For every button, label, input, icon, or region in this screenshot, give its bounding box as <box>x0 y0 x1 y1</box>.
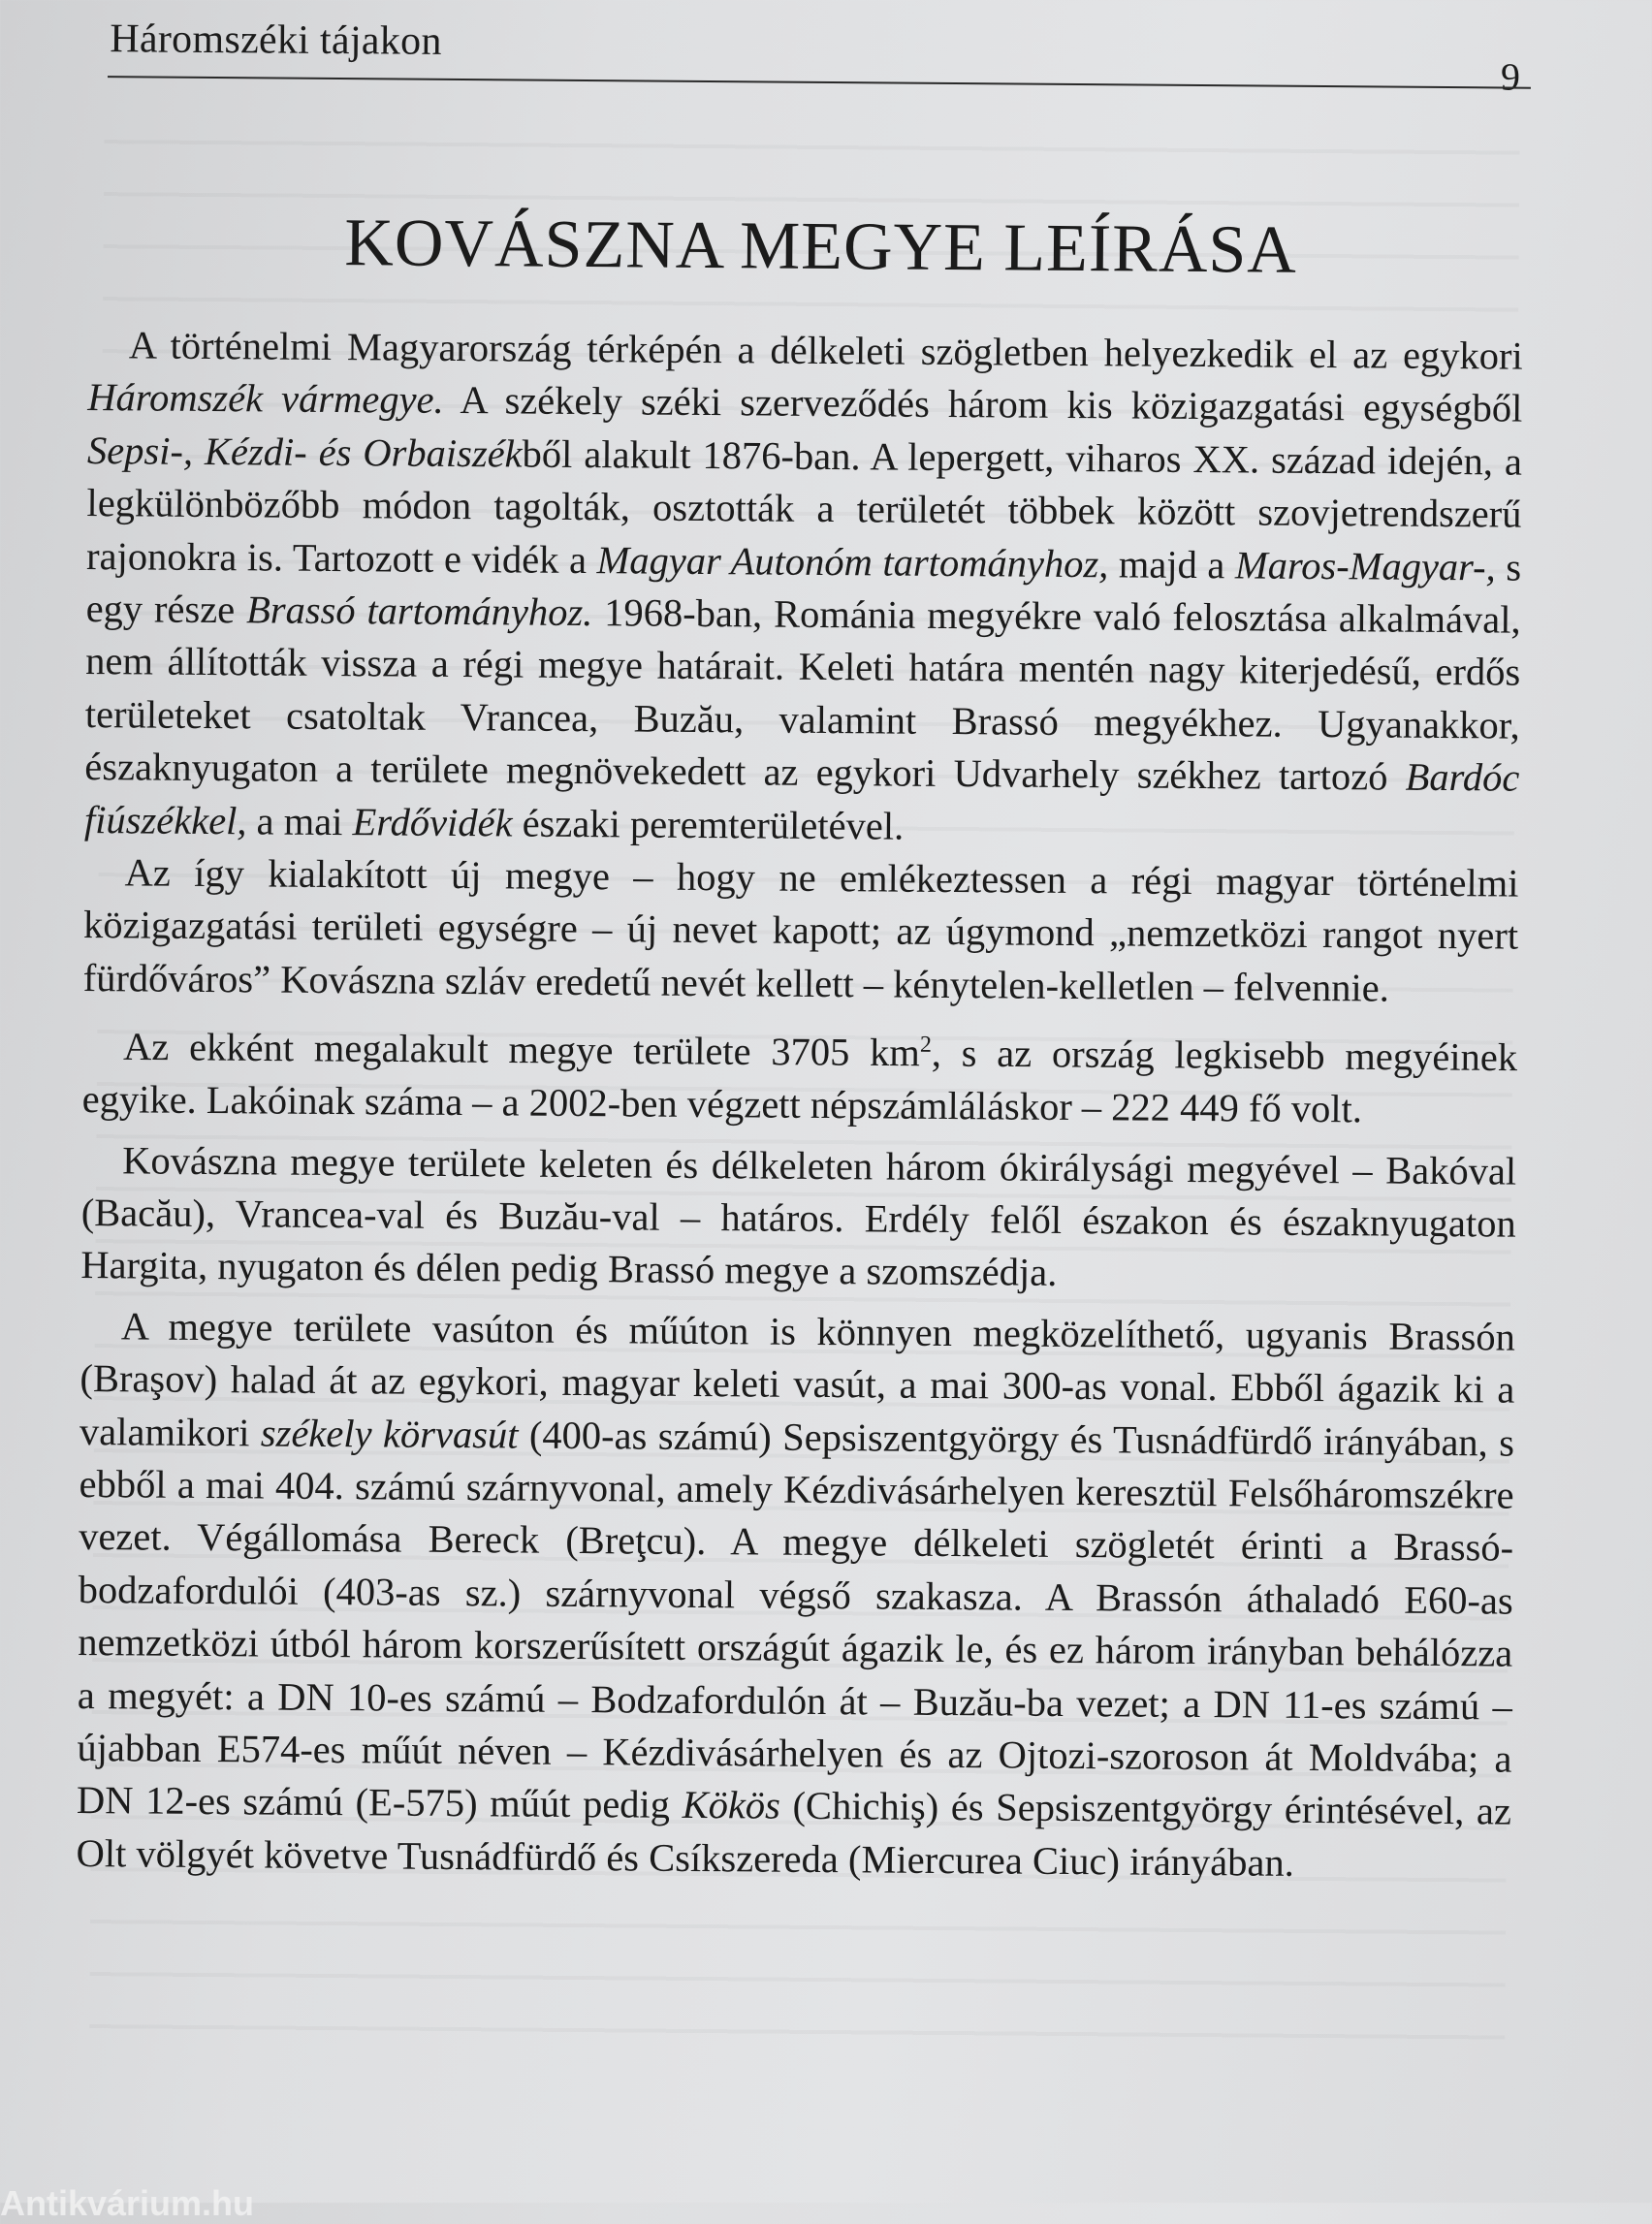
italic-run: Erdővidék <box>352 799 513 845</box>
paragraph-1 <box>84 319 1523 858</box>
text-run: északi peremterületével. <box>512 801 905 848</box>
text-run: s egy része <box>85 545 1522 632</box>
italic-run: Brassó tartományhoz. <box>245 588 593 635</box>
italic-run: Magyar Autonóm tartományhoz, <box>596 537 1109 586</box>
text-run: (Chichiş) és Sepsiszentgyörgy érintésével, az Olt völgyét követve Tusnádfürdő és Csíkszereda (Miercurea Ciuc) irányában. <box>76 1784 1512 1885</box>
text-run: A székely széki szerveződés három kis közigazgatási egységből <box>443 378 1523 431</box>
text-run: a mai <box>246 798 353 843</box>
text-run: majd a <box>1108 541 1236 587</box>
paragraph-2: Az így kialakított új megye – hogy ne emlékeztessen a régi magyar történelmi közigazgatási területi egységre – új nevet kapott; az úgymond „nemzetközi rangot nyert fürdőváros” Kovászna szláv eredetű nevét kellett – kénytelen-kelletlen – felvennie. <box>82 850 1519 1010</box>
header-rule <box>108 76 1531 89</box>
italic-run: Háromszék vármegye. <box>87 375 444 423</box>
text-run: ből alakult 1876-ban. A lepergett, viharos XX. század idején, a legkülönbözőbb módon tagolták, osztották a területét többek között szovjetrendszerű rajonokra is. Tartozott e vidék a <box>85 431 1523 582</box>
page-number: 9 <box>1500 54 1521 99</box>
running-header-title: Háromszéki tájakon <box>110 16 442 64</box>
italic-run: Maros-Magyar-, <box>1234 542 1496 589</box>
superscript: 2 <box>919 1033 933 1059</box>
text-run: (400-as számú) Sepsiszentgyörgy és Tusnádfürdő irányában, s ebből a mai 404. számú szárnyvonal, amely Kézdivásárhelyen keresztül Felsőháromszékre vezet. Végállomása Bereck (Breţcu). A megye délkeleti szögletét érinti a Brassó-bodzafordulói (403-as sz.) szárnyvonal végső szakasza. A Brassón áthaladó E60-as nemzetközi útból három korszerűsített országút ágazik le, és ez három irányban behálózza a megyét: a DN 10-es számú – Bodzafordulón át – Buzău-ba vezet; a DN 11-es számú – újabban E574-es műút néven – Kézdivásárhelyen és az Ojtozi-szoroson át Moldvába; a DN 12-es számú (E-575) műút pedig <box>76 1413 1515 1827</box>
watermark: Antikvárium.hu <box>0 2183 255 2223</box>
text-run: 1968-ban, Románia megyékre való felosztása alkalmával, nem állították vissza a régi megye határait. Keleti határa mentén nagy kiterjedésű, erdős területeket csatoltak Vrancea, Buzău, valamint Brassó megyékhez. Ugyanakkor, északnyugaton a területe megnövekedett az egykori Udvarhely székhez tartozó <box>84 590 1521 799</box>
text-run: A megye területe vasúton és műúton is könnyen megközelíthető, ugyanis Brassón (Braşov) halad át az egykori, magyar keleti vasút, a mai 300-as vonal. Ebből ágazik ki a valamikori <box>79 1304 1516 1455</box>
text-run: A történelmi Magyarország térképén a délkeleti szögletben helyezkedik el az egykori <box>128 323 1523 378</box>
italic-run: Sepsi-, Kézdi- és Orbaiszék <box>86 428 523 476</box>
text-run: , s az ország legkisebb megyéinek egyike. Lakóinak száma – a 2002-ben végzett népszámláláskor – 222 449 fő volt. <box>81 1031 1518 1131</box>
text-run: Az ekként megalakult megye területe 3705 km <box>122 1025 921 1075</box>
italic-run: székely körvasút <box>260 1411 519 1457</box>
italic-run: Kökös <box>682 1783 781 1828</box>
paragraph-3 <box>81 1012 1517 1137</box>
italic-run: Bardóc fiúszékkel, <box>83 754 1520 842</box>
paragraph-5 <box>76 1300 1515 1891</box>
chapter-title: KOVÁSZNA MEGYE LEÍRÁSA <box>344 206 1298 288</box>
paragraph-4: Kovászna megye területe keleten és délkeleten három ókirálysági megyével – Bakóval (Bacău), Vrancea-val és Buzău-val – határos. Erdély felől északon és északnyugaton Hargita, nyugaton és délen pedig Brassó megye a szomszédja. <box>80 1137 1517 1295</box>
body-text <box>76 319 1523 1891</box>
